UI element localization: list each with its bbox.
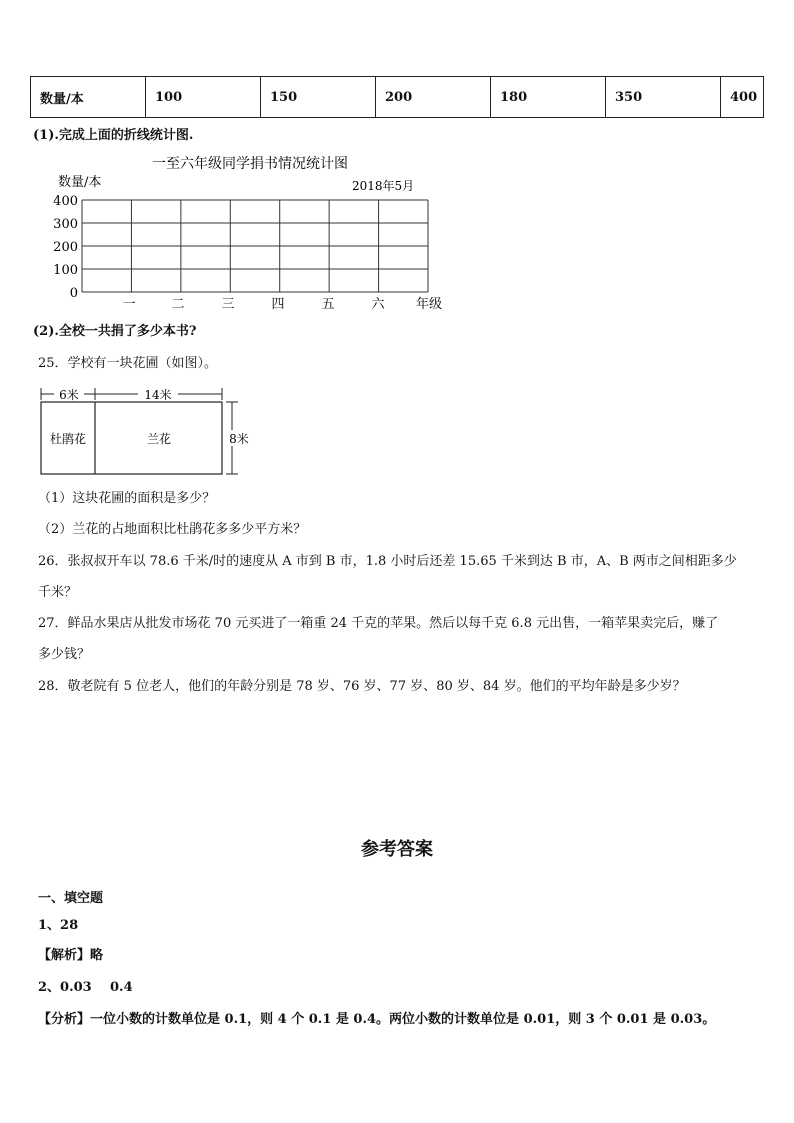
chart-date: 2018年5月 <box>352 179 415 193</box>
table-cell: 200 <box>376 77 491 118</box>
x-tick-label: 一 <box>122 297 136 312</box>
x-tick-label: 六 <box>371 297 385 312</box>
q26-line2: 千米？ <box>38 585 78 600</box>
dim-right-label: 14米 <box>144 388 172 402</box>
chart-title: 一至六年级同学捐书情况统计图 <box>152 156 348 172</box>
q27-line1: 27．鲜品水果店从批发市场花 70 元买进了一箱重 24 千克的苹果。然后以每千克 6.8 元出售，一箱苹果卖完后，赚了 <box>38 616 719 631</box>
garden-diagram <box>36 382 256 478</box>
q24-part2: (2).全校一共捐了多少本书? <box>33 324 197 339</box>
x-tick-label: 三 <box>221 297 235 312</box>
q25-part1: （1）这块花圃的面积是多少？ <box>38 491 216 506</box>
q25-part2: （2）兰花的占地面积比杜鹃花多多少平方米？ <box>38 522 307 537</box>
answer-2-value: 0.4 <box>110 980 133 995</box>
answers-title: 参考答案 <box>361 839 433 860</box>
area-right-label: 兰花 <box>146 432 172 446</box>
answer-2-note: 【分析】一位小数的计数单位是 0.1，则 4 个 0.1 是 0.4。两位小数的计数单位是 0.01，则 3 个 0.01 是 0.03。 <box>38 1012 716 1027</box>
y-tick-label: 0 <box>69 286 78 301</box>
table-cell: 150 <box>261 77 376 118</box>
table-header-cell: 数量/本 <box>31 77 146 118</box>
x-axis-label: 年级 <box>415 297 443 312</box>
donation-chart <box>40 148 460 316</box>
answer-1-note: 【解析】略 <box>38 948 104 963</box>
y-tick-label: 300 <box>53 217 78 232</box>
chart-ylabel: 数量/本 <box>58 175 102 190</box>
chart-grid <box>82 200 428 292</box>
table-cell: 350 <box>606 77 721 118</box>
x-tick-label: 四 <box>271 297 285 312</box>
q28-text: 28．敬老院有 5 位老人，他们的年龄分别是 78 岁、76 岁、77 岁、80 岁、84 岁。他们的平均年龄是多少岁？ <box>38 679 686 694</box>
table-cell: 400 <box>721 77 764 118</box>
dim-left-label: 6米 <box>59 388 79 402</box>
dim-height-label: 8米 <box>229 432 249 446</box>
area-left-label: 杜鹃花 <box>49 432 87 446</box>
x-tick-label: 五 <box>321 297 335 312</box>
y-tick-label: 400 <box>53 194 78 209</box>
q26-line1: 26．张叔叔开车以 78.6 千米/时的速度从 A 市到 B 市，1.8 小时后还差 15.65 千米到达 B 市，A、B 两市之间相距多少 <box>38 554 737 569</box>
table-cell: 100 <box>146 77 261 118</box>
table-cell: 180 <box>491 77 606 118</box>
q27-line2: 多少钱？ <box>38 647 91 662</box>
donation-table <box>30 76 764 118</box>
q25-stem: 25．学校有一块花圃（如图）。 <box>38 356 218 371</box>
y-tick-label: 200 <box>53 240 78 255</box>
answer-1: 1、28 <box>38 918 79 933</box>
x-tick-label: 二 <box>171 297 185 312</box>
answers-section: 一、填空题 <box>38 891 104 906</box>
table-row <box>31 77 764 118</box>
q24-part1: (1).完成上面的折线统计图. <box>33 128 194 143</box>
answer-2-label: 2、0.03 <box>38 980 92 995</box>
y-tick-label: 100 <box>53 263 78 278</box>
